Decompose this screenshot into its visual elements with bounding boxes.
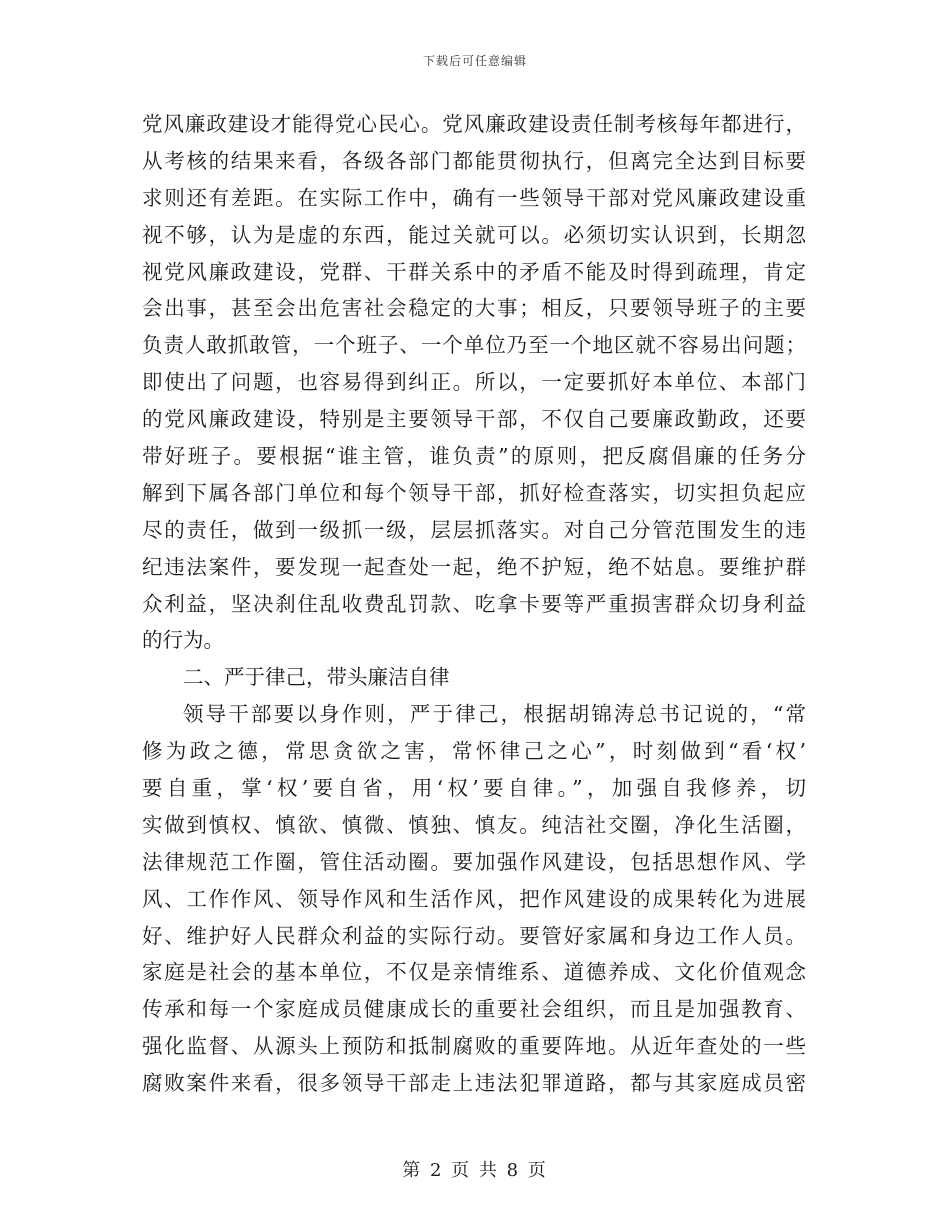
section-heading: 二、严于律己，带头廉洁自律 xyxy=(183,665,450,690)
text-line: 尽的责任，做到一级抓一级，层层抓落实。对自己分管范围发生的违 xyxy=(142,517,806,542)
text-line: 强化监督、从源头上预防和抵制腐败的重要阵地。从近年查处的一些 xyxy=(142,1034,806,1059)
text-line: 好、维护好人民群众利益的实际行动。要管好家属和身边工作人员。 xyxy=(142,923,806,948)
text-line: 的行为。 xyxy=(142,628,224,653)
document-body xyxy=(142,106,806,1102)
text-line: 传承和每一个家庭成员健康成长的重要社会组织，而且是加强教育、 xyxy=(142,997,806,1022)
text-line: 视党风廉政建设，党群、干群关系中的矛盾不能及时得到疏理，肯定 xyxy=(142,259,806,284)
text-line: 解到下属各部门单位和每个领导干部，抓好检查落实，切实担负起应 xyxy=(142,480,806,505)
text-line: 会出事，甚至会出危害社会稳定的大事；相反，只要领导班子的主要 xyxy=(142,296,806,321)
text-line: 带好班子。要根据“谁主管，谁负责”的原则，把反腐倡廉的任务分 xyxy=(142,444,806,469)
text-line: 修为政之德，常思贪欲之害，常怀律己之心”，时刻做到“看‘权’ xyxy=(142,739,806,764)
text-line: 即使出了问题，也容易得到纠正。所以，一定要抓好本单位、本部门 xyxy=(142,370,806,395)
text-line: 纪违法案件，要发现一起查处一起，绝不护短，绝不姑息。要维护群 xyxy=(142,554,806,579)
text-line: 腐败案件来看，很多领导干部走上违法犯罪道路，都与其家庭成员密 xyxy=(142,1071,806,1096)
text-line: 负责人敢抓敢管，一个班子、一个单位乃至一个地区就不容易出问题； xyxy=(142,333,806,358)
text-line: 风、工作作风、领导作风和生活作风，把作风建设的成果转化为进展 xyxy=(142,886,806,911)
page-header: 下载后可任意编辑 xyxy=(422,54,527,68)
text-line: 实做到慎权、慎欲、慎微、慎独、慎友。纯洁社交圈，净化生活圈， xyxy=(142,812,806,837)
text-line: 众利益，坚决刹住乱收费乱罚款、吃拿卡要等严重损害群众切身利益 xyxy=(142,591,806,616)
text-line: 从考核的结果来看，各级各部门都能贯彻执行，但离完全达到目标要 xyxy=(142,148,806,173)
text-line: 领导干部要以身作则，严于律己，根据胡锦涛总书记说的，“常 xyxy=(183,702,806,727)
text-line: 视不够，认为是虚的东西，能过关就可以。必须切实认识到，长期忽 xyxy=(142,222,806,247)
text-line: 的党风廉政建设，特别是主要领导干部，不仅自己要廉政勤政，还要 xyxy=(142,407,806,432)
text-line: 法律规范工作圈，管住活动圈。要加强作风建设，包括思想作风、学 xyxy=(142,849,806,874)
text-line: 党风廉政建设才能得党心民心。党风廉政建设责任制考核每年都进行， xyxy=(142,112,806,136)
page-number-footer: 第 2 页 共 8 页 xyxy=(402,1160,548,1181)
text-line: 家庭是社会的基本单位，不仅是亲情维系、道德养成、文化价值观念 xyxy=(142,960,806,985)
text-line: 求则还有差距。在实际工作中，确有一些领导干部对党风廉政建设重 xyxy=(142,185,806,210)
text-line: 要自重，掌‘权’要自省，用‘权’要自律。”，加强自我修养，切 xyxy=(142,776,806,801)
